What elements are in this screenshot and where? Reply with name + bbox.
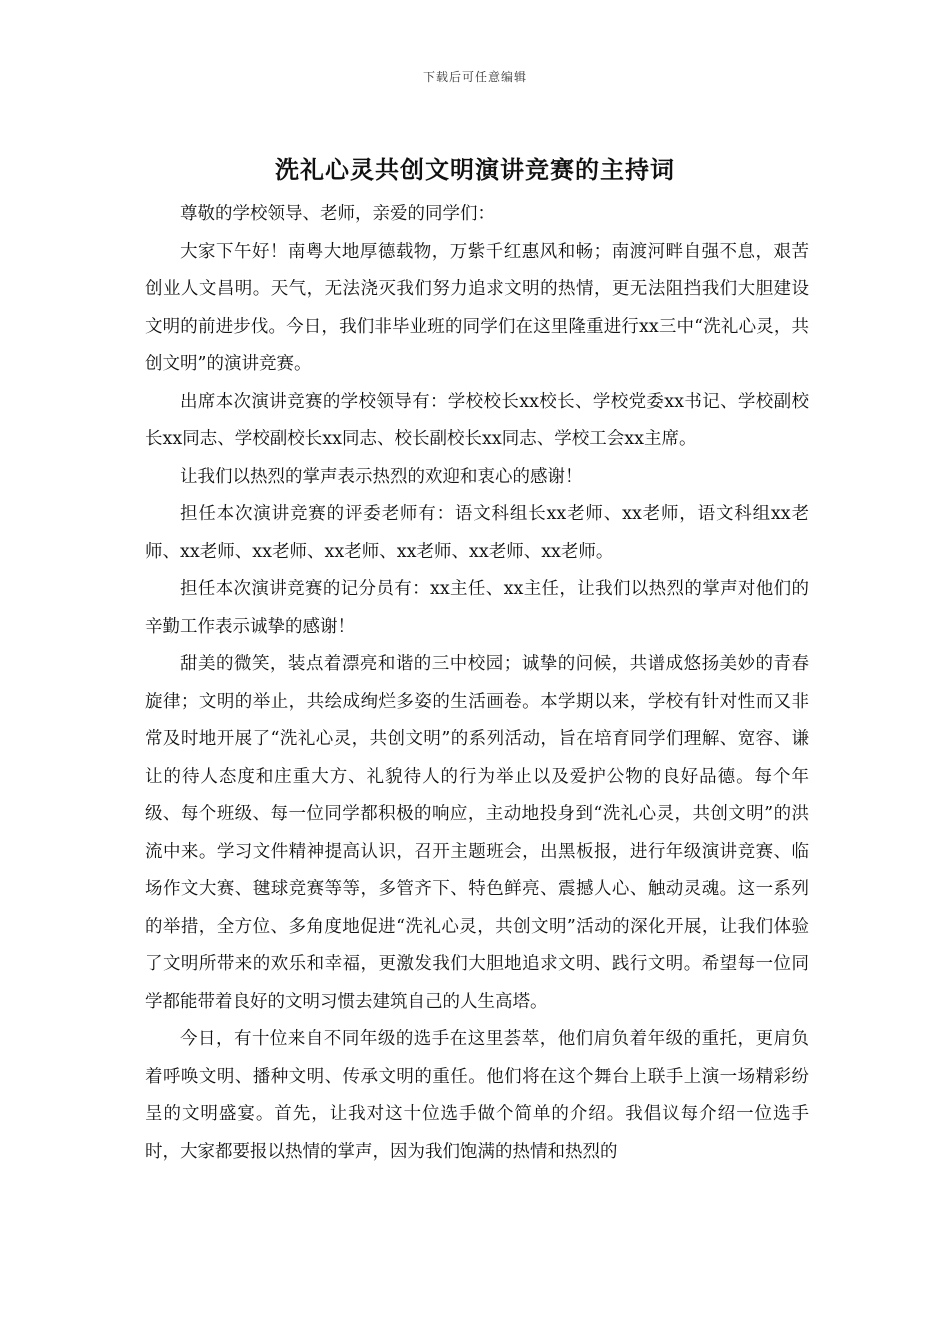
paragraph-judges: 担任本次演讲竞赛的评委老师有：语文科组长xx老师、xx老师，语文科组xx老师、xx老师、xx老师、xx老师、xx老师、xx老师、xx老师。 [145, 504, 809, 562]
paragraph-leaders: 出席本次演讲竞赛的学校领导有：学校校长xx校长、学校党委xx书记、学校副校长xx同志、学校副校长xx同志、校长副校长xx同志、学校工会xx主席。 [145, 391, 809, 449]
paragraph-greeting: 尊敬的学校领导、老师，亲爱的同学们： [180, 204, 495, 224]
document-title: 洗礼心灵共创文明演讲竞赛的主持词 [275, 155, 675, 184]
header-note: 下载后可任意编辑 [422, 70, 527, 84]
paragraph-contestants: 今日，有十位来自不同年级的选手在这里荟萃，他们肩负着年级的重托，更肩负着呼唤文明、播种文明、传承文明的重任。他们将在这个舞台上联手上演一场精彩纷呈的文明盛宴。首先，让我对这十位选手做个简单的介绍。我倡议每介绍一位选手时，大家都要报以热情的掌声，因为我们饱满的热情和热烈的 [145, 1029, 809, 1162]
document-body [145, 196, 809, 1171]
paragraph-scorers: 担任本次演讲竞赛的记分员有：xx主任、xx主任，让我们以热烈的掌声对他们的辛勤工作表示诚挚的感谢！ [145, 579, 809, 637]
paragraph-opening: 大家下午好！南粤大地厚德载物，万紫千红惠风和畅；南渡河畔自强不息，艰苦创业人文昌明。天气，无法浇灭我们努力追求文明的热情，更无法阻挡我们大胆建设文明的前进步伐。今日，我们非毕业班的同学们在这里隆重进行xx三中“洗礼心灵，共创文明”的演讲竞赛。 [145, 241, 809, 374]
paragraph-activities: 甜美的微笑，装点着漂亮和谐的三中校园；诚挚的问候，共谱成悠扬美妙的青春旋律；文明的举止，共绘成绚烂多姿的生活画卷。本学期以来，学校有针对性而又非常及时地开展了“洗礼心灵，共创文明”的系列活动，旨在培育同学们理解、宽容、谦让的待人态度和庄重大方、礼貌待人的行为举止以及爱护公物的良好品德。每个年级、每个班级、每一位同学都积极的响应，主动地投身到“洗礼心灵，共创文明”的洪流中来。学习文件精神提高认识，召开主题班会，出黑板报，进行年级演讲竞赛、临场作文大赛、毽球竞赛等等，多管齐下、特色鲜亮、震撼人心、触动灵魂。这一系列的举措，全方位、多角度地促进“洗礼心灵，共创文明”活动的深化开展，让我们体验了文明所带来的欢乐和幸福，更激发我们大胆地追求文明、践行文明。希望每一位同学都能带着良好的文明习惯去建筑自己的人生高塔。 [145, 654, 809, 1012]
paragraph-welcome: 让我们以热烈的掌声表示热烈的欢迎和衷心的感谢！ [180, 466, 583, 487]
